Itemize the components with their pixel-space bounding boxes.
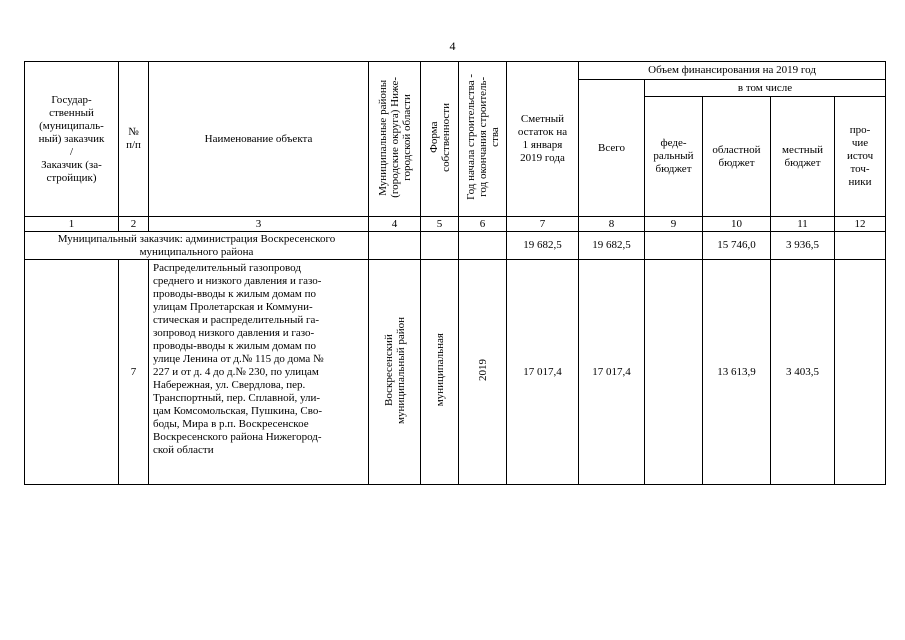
col-num: 5 (421, 217, 459, 232)
row-local: 3 403,5 (771, 260, 835, 485)
col-num: 8 (579, 217, 645, 232)
col-num: 7 (507, 217, 579, 232)
group-regional: 15 746,0 (703, 232, 771, 260)
header-object-name: Наименование объекта (149, 62, 369, 217)
header-financing: Объем финансирования на 2019 год (579, 62, 886, 80)
header-estimate: Сметный остаток на 1 января 2019 года (507, 62, 579, 217)
construction-year: 2019 (459, 260, 507, 485)
row-total: 17 017,4 (579, 260, 645, 485)
column-number-row (25, 217, 886, 232)
header-total: Всего (579, 80, 645, 217)
group-estimate: 19 682,5 (507, 232, 579, 260)
row-number: 7 (119, 260, 149, 485)
col-num: 3 (149, 217, 369, 232)
header-years: Год начала строительства - год окончания строитель- ства (459, 62, 507, 217)
col-num: 9 (645, 217, 703, 232)
header-number: № п/п (119, 62, 149, 217)
group-federal (645, 232, 703, 260)
group-other (835, 232, 886, 260)
col-num: 2 (119, 217, 149, 232)
col-num: 11 (771, 217, 835, 232)
group-local: 3 936,5 (771, 232, 835, 260)
ownership: муниципальная (421, 260, 459, 485)
page-number: 4 (449, 39, 456, 53)
row-other (835, 260, 886, 485)
group-label: Муниципальный заказчик: администрация Воскресенского муниципального района (25, 232, 369, 260)
col-num: 10 (703, 217, 771, 232)
col-num: 6 (459, 217, 507, 232)
header-local: местный бюджет (771, 97, 835, 217)
row-regional: 13 613,9 (703, 260, 771, 485)
header-regional: областной бюджет (703, 97, 771, 217)
header-ownership: Форма собственности (421, 62, 459, 217)
table-row (25, 260, 886, 485)
header-other: про- чие источ точ- ники (835, 97, 886, 217)
header-federal: феде- ральный бюджет (645, 97, 703, 217)
group-row (25, 232, 886, 260)
financing-table (24, 61, 886, 485)
header-including: в том числе (645, 80, 886, 97)
district: Воскресенский муниципальный район (369, 260, 421, 485)
header-districts: Муниципальные районы (городские округа) Ниже- городской области (369, 62, 421, 217)
col-num: 4 (369, 217, 421, 232)
row-federal (645, 260, 703, 485)
object-name: Распределительный газопровод среднего и низкого давления и газо- проводы-вводы к жилым домам по улицам Пролетарская и Коммуни- стическая и распределительный га- зопровод низкого давления и газо- проводы-вводы к жилым домам по улице Ленина от д.№ 115 до дома № 227 и от д. 4 до д.№ 230, по улицам Набережная, ул. Свердлова, пер. Транспортный, пер. Сплавной, ули- цам Комсомольская, Пушкина, Сво- боды, Мира в р.п. Воскресенское Воскресенского района Нижегород- ской области (149, 260, 369, 485)
group-total: 19 682,5 (579, 232, 645, 260)
header-customer: Государ- ственный (муниципаль- ный) заказчик / Заказчик (за- стройщик) (25, 62, 119, 217)
col-num: 12 (835, 217, 886, 232)
row-estimate: 17 017,4 (507, 260, 579, 485)
col-num: 1 (25, 217, 119, 232)
